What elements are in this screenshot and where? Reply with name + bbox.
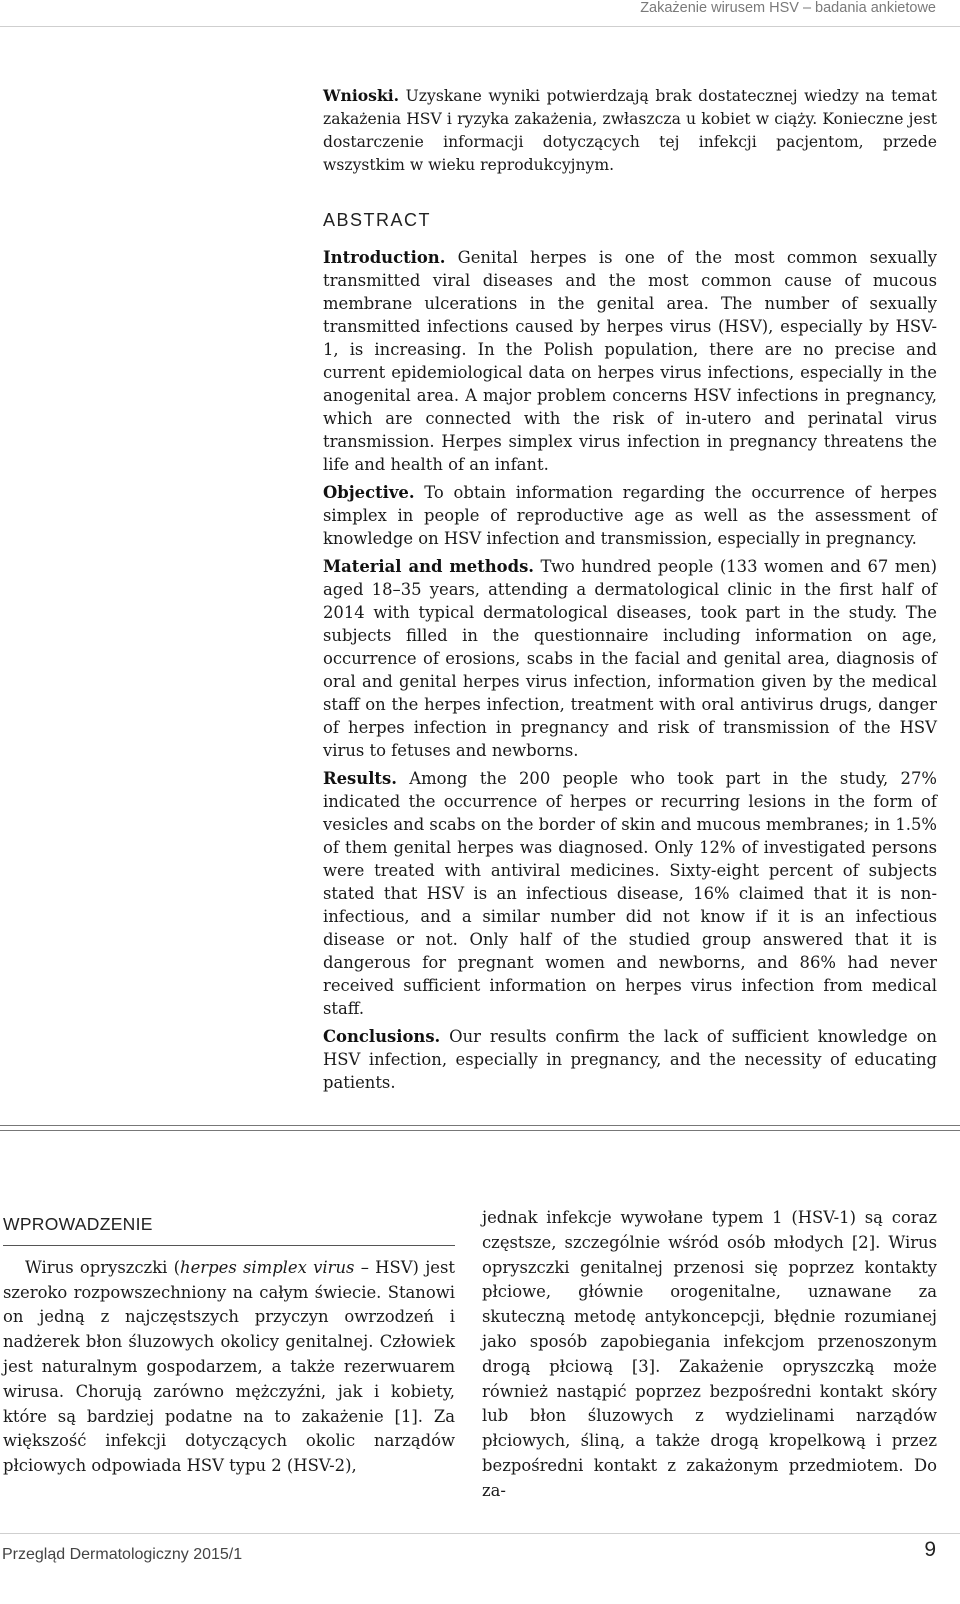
abstract-block — [323, 84, 937, 1099]
objective-label: Objective. — [323, 483, 415, 502]
right-column — [482, 1206, 937, 1504]
left-column — [3, 1206, 455, 1479]
section-divider — [0, 1125, 960, 1131]
conclusions-paragraph — [323, 1025, 937, 1094]
abstract-heading: ABSTRACT — [323, 210, 432, 230]
page-number: 9 — [924, 1538, 936, 1561]
results-text: Among the 200 people who took part in the study, 27% indicated the occurrence of herpes or recurring lesions in the form of vesicles and scabs on the border of skin and mucous membranes; in 1.5% of them genital herpes was diagnosed. Only 12% of investigated persons were treated with antiviral medicines. Sixty-eight percent of subjects stated that HSV is an infectious disease, 16% claimed that it is non-infectious, and a similar number did not know if it is an infectious disease or not. Only half of the studied group answered that it is dangerous for pregnant women and newborns, and 86% had never received sufficient information on herpes virus infection from medical staff. — [323, 769, 937, 1018]
wprowadzenie-text-a: Wirus opryszczki ( — [25, 1257, 181, 1277]
methods-label: Material and methods. — [323, 557, 535, 576]
introduction-text: Genital herpes is one of the most common sexually transmitted viral diseases and the most common cause of mucous membrane ulcerations in the genital area. The number of sexually transmitted infections caused by herpes virus (HSV), especially by HSV-1, is increasing. In the Polish population, there are no precise and current epidemiological data on herpes virus infections, especially in the anogenital area. A major problem concerns HSV infections in pregnancy, which are connected with the risk of in-utero and perinatal virus transmission. Herpes simplex virus infection in pregnancy threatens the life and health of an infant. — [323, 248, 937, 474]
wprowadzenie-paragraph — [3, 1256, 455, 1479]
conclusions-label: Conclusions. — [323, 1027, 441, 1046]
wnioski-paragraph — [323, 84, 937, 177]
methods-paragraph — [323, 555, 937, 762]
header-divider — [0, 26, 960, 27]
wprowadzenie-heading: WPROWADZENIE — [3, 1214, 153, 1234]
wnioski-text: Uzyskane wyniki potwierdzają brak dostatecznej wiedzy na temat zakażenia HSV i ryzyka zakażenia, zwłaszcza u kobiet w ciąży. Konieczne jest dostarczenie informacji dotyczących tej infekcji pacjentom, przede wszystkim w wieku reprodukcyjnym. — [323, 87, 937, 174]
footer-divider — [0, 1533, 960, 1534]
running-head: Zakażenie wirusem HSV – badania ankietowe — [640, 0, 936, 16]
wprowadzenie-text-b: – HSV) jest szeroko rozpowszechniony na całym świecie. Stanowi on jedną z najczęstszych przyczyn owrzodzeń i nadżerek błon śluzowych okolicy genitalnej. Człowiek jest naturalnym gospodarzem, a także rezerwuarem wirusa. Chorują zarówno mężczyźni, jak i kobiety, które są bardziej podatne na to zakażenie [1]. Za większość infekcji dotyczących okolic narządów płciowych odpowiada HSV typu 2 (HSV-2), — [3, 1257, 455, 1476]
methods-text: Two hundred people (133 women and 67 men) aged 18–35 years, attending a dermatological clinic in the first half of 2014 with typical dermatological diseases, took part in the study. The subjects filled in the questionnaire including information on age, occurrence of erosions, scabs in the facial and genital area, diagnosis of oral and genital herpes virus infection, information given by the medical staff on the herpes infection, treatment with oral antivirus drugs, danger of herpes infection in pregnancy and risk of transmission of the HSV virus to fetuses and newborns. — [323, 557, 938, 760]
introduction-paragraph — [323, 246, 937, 476]
wnioski-label: Wnioski. — [323, 86, 400, 105]
wprowadzenie-continuation: jednak infekcje wywołane typem 1 (HSV-1) są coraz częstsze, szczególnie wśród osób młodych [2]. Wirus opryszczki genitalnej przenosi się poprzez kontakty płciowe, głównie orogenitalne, uznawane za skuteczną metodę antykoncepcji, błędnie rozumianej jako sposób zapobiegania infekcjom przenoszonym drogą płciową [3]. Zakażenie opryszczką może również nastąpić poprzez bezpośredni kontakt skóry lub błon śluzowych z wydzielinami narządów płciowych, śliną, a także drogą kropelkową i przez bezpośredni kontakt z zakażonym przedmiotem. Do za- — [482, 1208, 937, 1500]
objective-text: To obtain information regarding the occurrence of herpes simplex in people of reproductive age as well as the assessment of knowledge on HSV infection and transmission, especially in pregnancy. — [323, 483, 937, 548]
heading-underline — [3, 1245, 455, 1246]
latin-term: herpes simplex virus — [180, 1257, 355, 1277]
conclusions-text: Our results confirm the lack of sufficient knowledge on HSV infection, especially in pregnancy, and the necessity of educating patients. — [323, 1027, 937, 1092]
results-label: Results. — [323, 769, 397, 788]
introduction-label: Introduction. — [323, 248, 446, 267]
objective-paragraph — [323, 481, 937, 550]
results-paragraph — [323, 767, 937, 1020]
journal-name: Przegląd Dermatologiczny 2015/1 — [2, 1546, 243, 1563]
